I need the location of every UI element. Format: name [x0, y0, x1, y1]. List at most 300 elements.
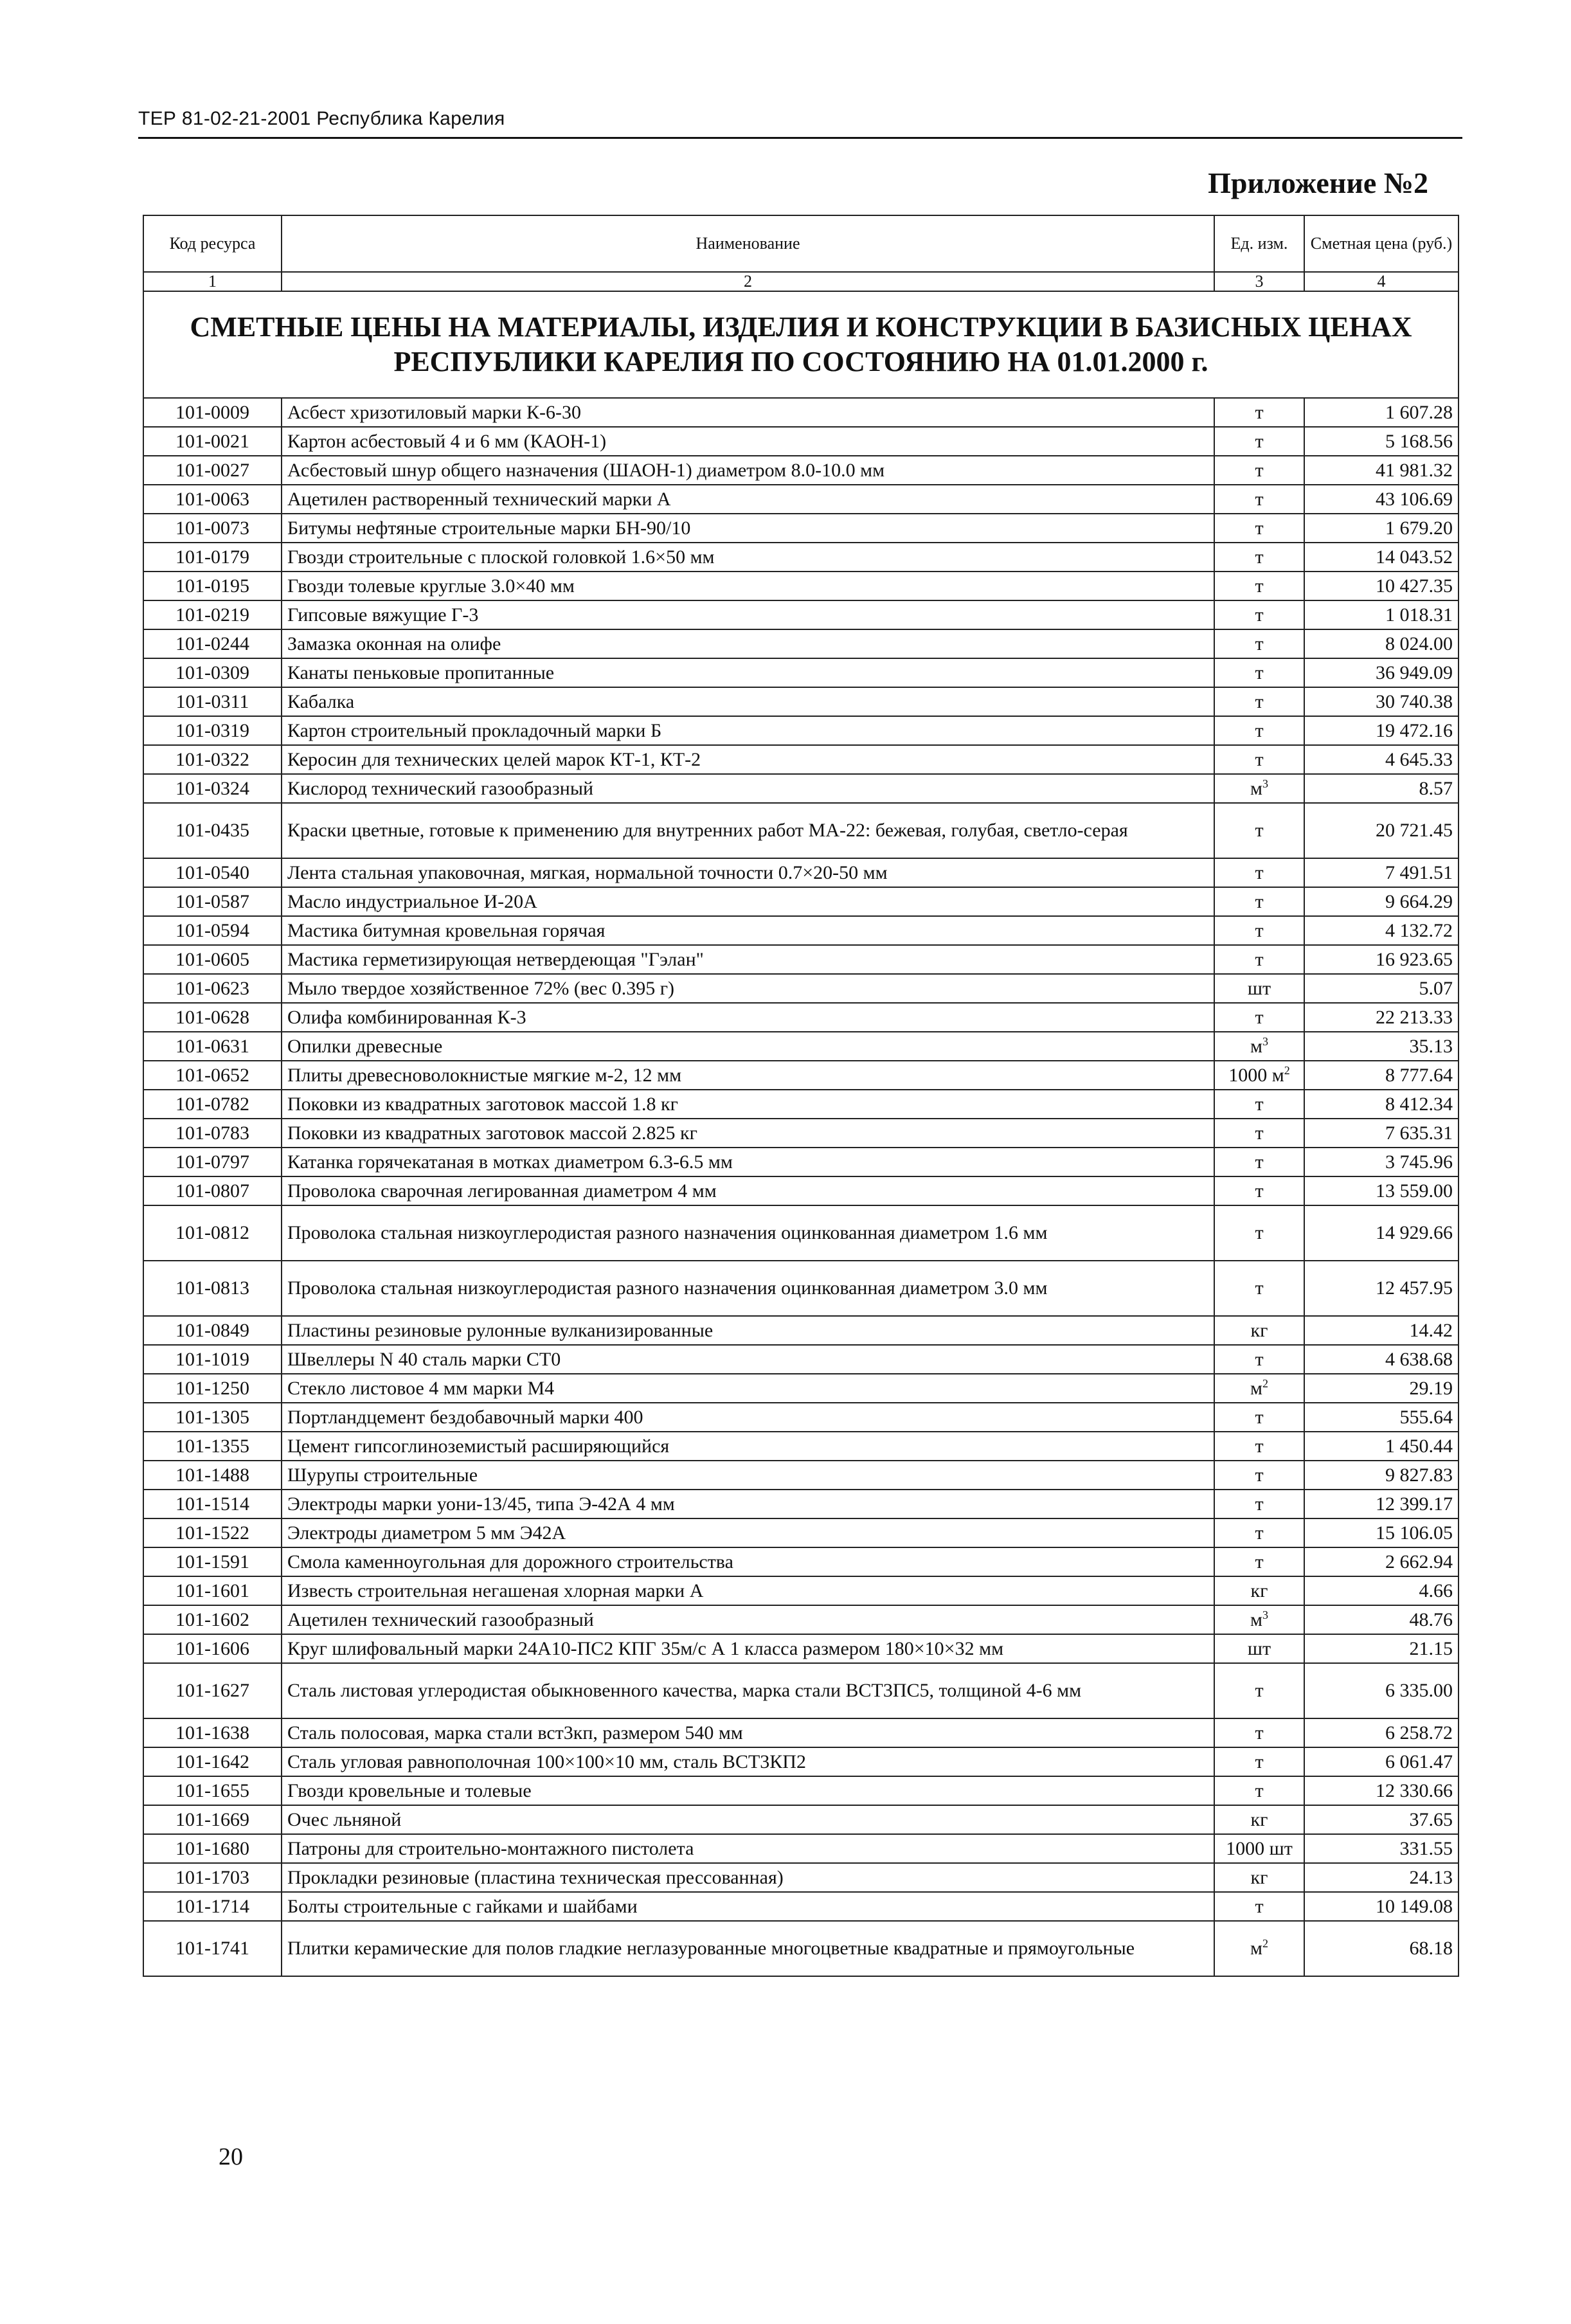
price-table: [143, 215, 1459, 1977]
resource-code: 101-0009: [143, 398, 282, 427]
estimated-price: 24.13: [1304, 1863, 1459, 1892]
column-number: 2: [282, 272, 1214, 291]
resource-code: 101-1355: [143, 1432, 282, 1461]
unit-label: т: [1255, 517, 1264, 539]
resource-code: 101-1627: [143, 1663, 282, 1718]
estimated-price: 12 330.66: [1304, 1776, 1459, 1805]
estimated-price: 10 149.08: [1304, 1892, 1459, 1921]
unit-of-measure: [1214, 1403, 1304, 1432]
unit-label: т: [1255, 488, 1264, 510]
estimated-price: 4 645.33: [1304, 745, 1459, 774]
estimated-price: 13 559.00: [1304, 1176, 1459, 1205]
unit-of-measure: [1214, 1663, 1304, 1718]
estimated-price: 1 018.31: [1304, 600, 1459, 629]
resource-code: 101-0628: [143, 1003, 282, 1032]
table-row: [143, 1490, 1459, 1518]
unit-of-measure: [1214, 1518, 1304, 1547]
unit-of-measure: [1214, 600, 1304, 629]
estimated-price: 2 662.94: [1304, 1547, 1459, 1576]
estimated-price: 20 721.45: [1304, 803, 1459, 858]
estimated-price: 35.13: [1304, 1032, 1459, 1061]
table-row: [143, 1547, 1459, 1576]
table-row: [143, 1747, 1459, 1776]
unit-label: т: [1255, 459, 1264, 481]
resource-name: Керосин для технических целей марок КТ-1, КТ-2: [282, 745, 1214, 774]
resource-name: Цемент гипсоглиноземистый расширяющийся: [282, 1432, 1214, 1461]
resource-name: Электроды марки уони-13/45, типа Э-42А 4 мм: [282, 1490, 1214, 1518]
unit-of-measure: [1214, 1892, 1304, 1921]
unit-of-measure: [1214, 1345, 1304, 1374]
resource-code: 101-0807: [143, 1176, 282, 1205]
table-row: [143, 1148, 1459, 1176]
resource-name: Портландцемент бездобавочный марки 400: [282, 1403, 1214, 1432]
unit-label: м: [1250, 1608, 1262, 1630]
estimated-price: 14 929.66: [1304, 1205, 1459, 1261]
resource-code: 101-1655: [143, 1776, 282, 1805]
table-row: [143, 427, 1459, 456]
unit-of-measure: [1214, 1605, 1304, 1634]
unit-of-measure: [1214, 1805, 1304, 1834]
table-row: [143, 543, 1459, 572]
table-row: [143, 1718, 1459, 1747]
estimated-price: 4.66: [1304, 1576, 1459, 1605]
resource-name: Картон строительный прокладочный марки Б: [282, 716, 1214, 745]
table-row: [143, 716, 1459, 745]
unit-label: м: [1250, 1377, 1262, 1399]
unit-label: т: [1255, 1895, 1264, 1917]
table-row: [143, 1403, 1459, 1432]
resource-code: 101-0324: [143, 774, 282, 803]
estimated-price: 37.65: [1304, 1805, 1459, 1834]
resource-name: Швеллеры N 40 сталь марки СТ0: [282, 1345, 1214, 1374]
table-row: [143, 1345, 1459, 1374]
table-row: [143, 1605, 1459, 1634]
header-rule: [138, 137, 1462, 139]
column-header-name: Наименование: [282, 215, 1214, 272]
unit-label: т: [1255, 890, 1264, 912]
resource-code: 101-0783: [143, 1119, 282, 1148]
unit-exponent: 3: [1262, 777, 1268, 790]
table-row: [143, 456, 1459, 485]
table-row: [143, 1834, 1459, 1863]
resource-name: Плиты древесноволокнистые мягкие м-2, 12 мм: [282, 1061, 1214, 1090]
resource-name: Электроды диаметром 5 мм Э42А: [282, 1518, 1214, 1547]
resource-code: 101-0311: [143, 687, 282, 716]
page-number: 20: [219, 2143, 243, 2170]
table-row: [143, 1634, 1459, 1663]
table-row: [143, 1374, 1459, 1403]
unit-label: т: [1255, 1551, 1264, 1572]
column-header-code: Код ресурса: [143, 215, 282, 272]
unit-label: т: [1255, 546, 1264, 568]
estimated-price: 4 132.72: [1304, 916, 1459, 945]
unit-label: м: [1250, 1035, 1262, 1057]
resource-code: 101-1591: [143, 1547, 282, 1576]
estimated-price: 7 635.31: [1304, 1119, 1459, 1148]
resource-name: Ацетилен растворенный технический марки А: [282, 485, 1214, 514]
resource-name: Стекло листовое 4 мм марки М4: [282, 1374, 1214, 1403]
table-row: [143, 600, 1459, 629]
resource-name: Опилки древесные: [282, 1032, 1214, 1061]
resource-code: 101-1669: [143, 1805, 282, 1834]
unit-of-measure: [1214, 974, 1304, 1003]
unit-of-measure: [1214, 629, 1304, 658]
unit-label: т: [1255, 1222, 1264, 1243]
resource-name: Прокладки резиновые (пластина техническая прессованная): [282, 1863, 1214, 1892]
unit-label: т: [1255, 1122, 1264, 1144]
table-row: [143, 945, 1459, 974]
estimated-price: 5 168.56: [1304, 427, 1459, 456]
unit-label: т: [1255, 1464, 1264, 1486]
table-row: [143, 1663, 1459, 1718]
resource-code: 101-0195: [143, 572, 282, 600]
table-row: [143, 1090, 1459, 1119]
unit-exponent: 3: [1262, 1034, 1268, 1048]
unit-label: т: [1255, 1006, 1264, 1028]
resource-code: 101-0631: [143, 1032, 282, 1061]
resource-name: Асбестовый шнур общего назначения (ШАОН-1) диаметром 8.0-10.0 мм: [282, 456, 1214, 485]
unit-exponent: 3: [1262, 1608, 1268, 1621]
unit-label: 1000 м: [1228, 1064, 1284, 1086]
unit-of-measure: [1214, 916, 1304, 945]
resource-code: 101-0319: [143, 716, 282, 745]
resource-code: 101-1019: [143, 1345, 282, 1374]
resource-code: 101-0849: [143, 1316, 282, 1345]
resource-code: 101-1250: [143, 1374, 282, 1403]
column-number-row: [143, 272, 1459, 291]
estimated-price: 12 399.17: [1304, 1490, 1459, 1518]
resource-name: Проволока стальная низкоуглеродистая разного назначения оцинкованная диаметром 3.0 мм: [282, 1261, 1214, 1316]
resource-code: 101-1522: [143, 1518, 282, 1547]
estimated-price: 8.57: [1304, 774, 1459, 803]
resource-code: 101-1488: [143, 1461, 282, 1490]
unit-label: т: [1255, 1180, 1264, 1202]
resource-name: Патроны для строительно-монтажного пистолета: [282, 1834, 1214, 1863]
unit-label: т: [1255, 1751, 1264, 1772]
resource-code: 101-0219: [143, 600, 282, 629]
unit-of-measure: [1214, 1547, 1304, 1576]
unit-label: т: [1255, 820, 1264, 841]
estimated-price: 14 043.52: [1304, 543, 1459, 572]
unit-exponent: 2: [1284, 1063, 1290, 1077]
table-row: [143, 1921, 1459, 1976]
estimated-price: 6 061.47: [1304, 1747, 1459, 1776]
resource-name: Болты строительные с гайками и шайбами: [282, 1892, 1214, 1921]
resource-name: Мыло твердое хозяйственное 72% (вес 0.395 г): [282, 974, 1214, 1003]
unit-of-measure: [1214, 1776, 1304, 1805]
unit-of-measure: [1214, 1061, 1304, 1090]
resource-name: Ацетилен технический газообразный: [282, 1605, 1214, 1634]
resource-code: 101-1741: [143, 1921, 282, 1976]
table-row: [143, 1863, 1459, 1892]
resource-name: Гвозди толевые круглые 3.0×40 мм: [282, 572, 1214, 600]
unit-of-measure: [1214, 1119, 1304, 1148]
estimated-price: 68.18: [1304, 1921, 1459, 1976]
column-number: 1: [143, 272, 282, 291]
unit-of-measure: [1214, 1461, 1304, 1490]
estimated-price: 6 258.72: [1304, 1718, 1459, 1747]
unit-of-measure: [1214, 887, 1304, 916]
table-row: [143, 398, 1459, 427]
resource-code: 101-1606: [143, 1634, 282, 1663]
resource-name: Краски цветные, готовые к применению для внутренних работ МА-22: бежевая, голубая, светло-серая: [282, 803, 1214, 858]
resource-code: 101-1602: [143, 1605, 282, 1634]
unit-label: м: [1250, 777, 1262, 799]
column-number: 3: [1214, 272, 1304, 291]
unit-label: т: [1255, 861, 1264, 883]
resource-name: Асбест хризотиловый марки К-6-30: [282, 398, 1214, 427]
column-header-row: [143, 215, 1459, 272]
unit-of-measure: [1214, 398, 1304, 427]
table-row: [143, 1576, 1459, 1605]
unit-label: т: [1255, 1680, 1264, 1701]
estimated-price: 555.64: [1304, 1403, 1459, 1432]
estimated-price: 19 472.16: [1304, 716, 1459, 745]
estimated-price: 9 827.83: [1304, 1461, 1459, 1490]
table-row: [143, 1776, 1459, 1805]
estimated-price: 48.76: [1304, 1605, 1459, 1634]
resource-code: 101-0027: [143, 456, 282, 485]
unit-of-measure: [1214, 1374, 1304, 1403]
resource-code: 101-0073: [143, 514, 282, 543]
table-row: [143, 974, 1459, 1003]
resource-name: Пластины резиновые рулонные вулканизированные: [282, 1316, 1214, 1345]
resource-code: 101-1514: [143, 1490, 282, 1518]
resource-name: Смола каменноугольная для дорожного строительства: [282, 1547, 1214, 1576]
table-row: [143, 514, 1459, 543]
resource-name: Гвозди строительные с плоской головкой 1.6×50 мм: [282, 543, 1214, 572]
unit-label: т: [1255, 1722, 1264, 1743]
unit-of-measure: [1214, 514, 1304, 543]
resource-name: Масло индустриальное И-20А: [282, 887, 1214, 916]
estimated-price: 22 213.33: [1304, 1003, 1459, 1032]
section-title-row: [143, 291, 1459, 398]
unit-of-measure: [1214, 716, 1304, 745]
resource-name: Олифа комбинированная К-3: [282, 1003, 1214, 1032]
resource-name: Канаты пеньковые пропитанные: [282, 658, 1214, 687]
estimated-price: 1 450.44: [1304, 1432, 1459, 1461]
unit-of-measure: [1214, 945, 1304, 974]
unit-of-measure: [1214, 1205, 1304, 1261]
estimated-price: 36 949.09: [1304, 658, 1459, 687]
resource-code: 101-0797: [143, 1148, 282, 1176]
unit-of-measure: [1214, 687, 1304, 716]
unit-of-measure: [1214, 1316, 1304, 1345]
unit-of-measure: [1214, 572, 1304, 600]
unit-of-measure: [1214, 858, 1304, 887]
table-row: [143, 803, 1459, 858]
resource-name: Известь строительная негашеная хлорная марки А: [282, 1576, 1214, 1605]
resource-name: Мастика герметизирующая нетвердеющая "Гэлан": [282, 945, 1214, 974]
unit-label: кг: [1250, 1580, 1268, 1601]
resource-name: Очес льняной: [282, 1805, 1214, 1834]
unit-of-measure: [1214, 1176, 1304, 1205]
resource-name: Шурупы строительные: [282, 1461, 1214, 1490]
unit-of-measure: [1214, 1834, 1304, 1863]
unit-of-measure: [1214, 485, 1304, 514]
resource-name: Сталь полосовая, марка стали вст3кп, размером 540 мм: [282, 1718, 1214, 1747]
resource-name: Битумы нефтяные строительные марки БН-90/10: [282, 514, 1214, 543]
column-header-price: Сметная цена (руб.): [1304, 215, 1459, 272]
unit-exponent: 2: [1262, 1937, 1268, 1950]
resource-name: Мастика битумная кровельная горячая: [282, 916, 1214, 945]
resource-code: 101-0540: [143, 858, 282, 887]
unit-of-measure: [1214, 1921, 1304, 1976]
resource-code: 101-0063: [143, 485, 282, 514]
table-row: [143, 1461, 1459, 1490]
resource-name: Кислород технический газообразный: [282, 774, 1214, 803]
table-row: [143, 629, 1459, 658]
table-row: [143, 1205, 1459, 1261]
resource-code: 101-0021: [143, 427, 282, 456]
unit-label: шт: [1247, 1637, 1271, 1659]
estimated-price: 1 607.28: [1304, 398, 1459, 427]
unit-of-measure: [1214, 1718, 1304, 1747]
unit-label: т: [1255, 748, 1264, 770]
table-row: [143, 1892, 1459, 1921]
resource-code: 101-1714: [143, 1892, 282, 1921]
estimated-price: 8 777.64: [1304, 1061, 1459, 1090]
resource-code: 101-0322: [143, 745, 282, 774]
table-row: [143, 916, 1459, 945]
resource-name: Гвозди кровельные и толевые: [282, 1776, 1214, 1805]
unit-label: кг: [1250, 1319, 1268, 1341]
resource-code: 101-0605: [143, 945, 282, 974]
unit-label: т: [1255, 633, 1264, 654]
appendix-label: Приложение №2: [1208, 167, 1428, 199]
unit-label: т: [1255, 430, 1264, 452]
unit-label: т: [1255, 1151, 1264, 1173]
unit-of-measure: [1214, 1863, 1304, 1892]
unit-label: т: [1255, 1406, 1264, 1428]
estimated-price: 4 638.68: [1304, 1345, 1459, 1374]
resource-code: 101-0652: [143, 1061, 282, 1090]
table-row: [143, 1518, 1459, 1547]
estimated-price: 41 981.32: [1304, 456, 1459, 485]
table-row: [143, 1003, 1459, 1032]
unit-of-measure: [1214, 543, 1304, 572]
unit-of-measure: [1214, 803, 1304, 858]
unit-of-measure: [1214, 774, 1304, 803]
estimated-price: 15 106.05: [1304, 1518, 1459, 1547]
resource-code: 101-0813: [143, 1261, 282, 1316]
table-row: [143, 858, 1459, 887]
unit-of-measure: [1214, 1747, 1304, 1776]
resource-code: 101-1642: [143, 1747, 282, 1776]
unit-of-measure: [1214, 1261, 1304, 1316]
table-row: [143, 1261, 1459, 1316]
unit-of-measure: [1214, 456, 1304, 485]
estimated-price: 331.55: [1304, 1834, 1459, 1863]
unit-label: т: [1255, 662, 1264, 683]
estimated-price: 16 923.65: [1304, 945, 1459, 974]
table-row: [143, 1805, 1459, 1834]
unit-label: т: [1255, 1277, 1264, 1299]
unit-label: кг: [1250, 1866, 1268, 1888]
unit-label: т: [1255, 719, 1264, 741]
estimated-price: 30 740.38: [1304, 687, 1459, 716]
unit-label: т: [1255, 1779, 1264, 1801]
unit-exponent: 2: [1262, 1376, 1268, 1390]
resource-name: Катанка горячекатаная в мотках диаметром 6.3-6.5 мм: [282, 1148, 1214, 1176]
resource-name: Замазка оконная на олифе: [282, 629, 1214, 658]
estimated-price: 12 457.95: [1304, 1261, 1459, 1316]
unit-of-measure: [1214, 1576, 1304, 1605]
estimated-price: 6 335.00: [1304, 1663, 1459, 1718]
unit-label: т: [1255, 1093, 1264, 1115]
resource-code: 101-1638: [143, 1718, 282, 1747]
unit-label: т: [1255, 690, 1264, 712]
unit-label: т: [1255, 1493, 1264, 1515]
resource-name: Кабалка: [282, 687, 1214, 716]
unit-of-measure: [1214, 1090, 1304, 1119]
resource-code: 101-1680: [143, 1834, 282, 1863]
table-row: [143, 1119, 1459, 1148]
estimated-price: 21.15: [1304, 1634, 1459, 1663]
unit-label: т: [1255, 604, 1264, 626]
table-row: [143, 1432, 1459, 1461]
resource-code: 101-1703: [143, 1863, 282, 1892]
column-header-unit: Ед. изм.: [1214, 215, 1304, 272]
resource-name: Лента стальная упаковочная, мягкая, нормальной точности 0.7×20-50 мм: [282, 858, 1214, 887]
unit-label: кг: [1250, 1808, 1268, 1830]
resource-name: Поковки из квадратных заготовок массой 2.825 кг: [282, 1119, 1214, 1148]
unit-label: т: [1255, 575, 1264, 597]
unit-of-measure: [1214, 1032, 1304, 1061]
unit-label: т: [1255, 401, 1264, 423]
resource-code: 101-0594: [143, 916, 282, 945]
estimated-price: 43 106.69: [1304, 485, 1459, 514]
estimated-price: 9 664.29: [1304, 887, 1459, 916]
running-header: ТЕР 81-02-21-2001 Республика Карелия: [138, 108, 505, 129]
estimated-price: 7 491.51: [1304, 858, 1459, 887]
table-row: [143, 774, 1459, 803]
price-table-body: [143, 215, 1459, 1976]
column-number: 4: [1304, 272, 1459, 291]
resource-name: Поковки из квадратных заготовок массой 1.8 кг: [282, 1090, 1214, 1119]
unit-label: т: [1255, 1435, 1264, 1457]
estimated-price: 5.07: [1304, 974, 1459, 1003]
resource-code: 101-0244: [143, 629, 282, 658]
estimated-price: 1 679.20: [1304, 514, 1459, 543]
estimated-price: 3 745.96: [1304, 1148, 1459, 1176]
table-row: [143, 1176, 1459, 1205]
estimated-price: 10 427.35: [1304, 572, 1459, 600]
unit-label: т: [1255, 919, 1264, 941]
resource-name: Проволока сварочная легированная диаметром 4 мм: [282, 1176, 1214, 1205]
resource-code: 101-0179: [143, 543, 282, 572]
unit-of-measure: [1214, 1148, 1304, 1176]
estimated-price: 8 024.00: [1304, 629, 1459, 658]
table-row: [143, 1061, 1459, 1090]
resource-code: 101-0623: [143, 974, 282, 1003]
unit-of-measure: [1214, 1490, 1304, 1518]
unit-of-measure: [1214, 1003, 1304, 1032]
resource-name: Сталь листовая углеродистая обыкновенного качества, марка стали ВСТ3ПС5, толщиной 4-6 мм: [282, 1663, 1214, 1718]
resource-code: 101-0587: [143, 887, 282, 916]
estimated-price: 29.19: [1304, 1374, 1459, 1403]
unit-of-measure: [1214, 745, 1304, 774]
table-row: [143, 687, 1459, 716]
unit-of-measure: [1214, 427, 1304, 456]
unit-label: м: [1250, 1938, 1262, 1959]
estimated-price: 8 412.34: [1304, 1090, 1459, 1119]
table-row: [143, 1032, 1459, 1061]
resource-name: Картон асбестовый 4 и 6 мм (КАОН-1): [282, 427, 1214, 456]
resource-name: Плитки керамические для полов гладкие неглазурованные многоцветные квадратные и прямоугольные: [282, 1921, 1214, 1976]
resource-code: 101-0435: [143, 803, 282, 858]
table-row: [143, 572, 1459, 600]
